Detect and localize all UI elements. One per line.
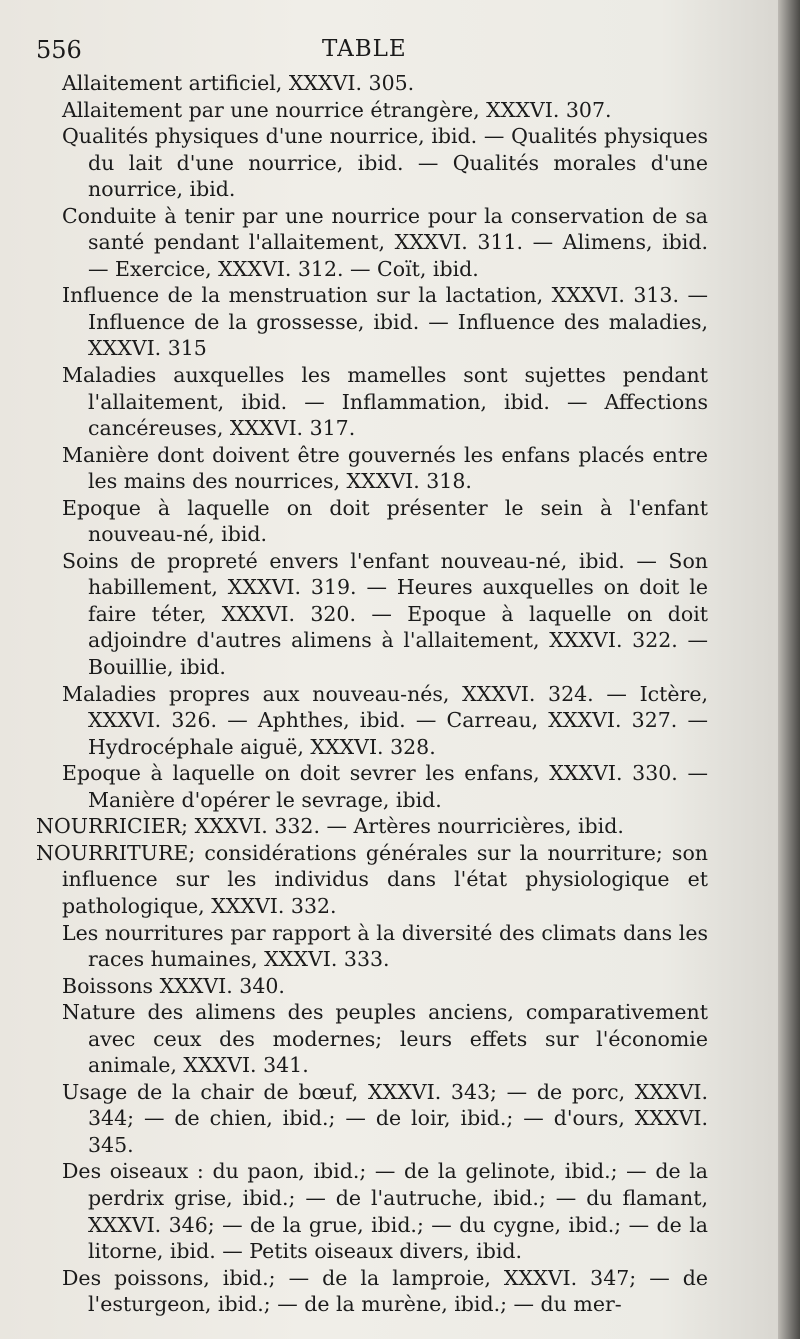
page-number: 556	[36, 36, 82, 64]
index-entry: Soins de propreté envers l'enfant nouveau-né, ibid. — Son habillement, XXXVI. 319. — Heures auxquelles on doit le faire téter, XXXVI. 320. — Epoque à laquelle on doit adjoindre d'autres alimens à l'allaitement, XXXVI. 322. — Bouillie, ibid.	[62, 548, 708, 680]
index-main-entry: NOURRICIER; XXXVI. 332. — Artères nourricières, ibid.	[36, 814, 624, 839]
index-entry: Des poissons, ibid.; — de la lamproie, XXXVI. 347; — de l'esturgeon, ibid.; — de la murène, ibid.; — du mer-	[62, 1265, 708, 1317]
index-entry: Nature des alimens des peuples anciens, comparativement avec ceux des modernes; leurs effets sur l'économie animale, XXXVI. 341.	[62, 1000, 708, 1078]
index-entry: Influence de la menstruation sur la lactation, XXXVI. 313. — Influence de la grossesse, ibid. — Influence des maladies, XXXVI. 315	[62, 283, 708, 361]
index-main-entry: NOURRITURE; considérations générales sur la nourriture; son influence sur les individus dans l'état physiologique et pathologique, XXXVI. 332.	[36, 840, 708, 918]
index-entry: Qualités physiques d'une nourrice, ibid. — Qualités physiques du lait d'une nourrice, ibid. — Qualités morales d'une nourrice, ibid.	[62, 124, 708, 202]
page-header	[36, 36, 716, 68]
index-entry: Allaitement par une nourrice étrangère, XXXVI. 307.	[62, 97, 612, 122]
index-entry: Epoque à laquelle on doit sevrer les enfans, XXXVI. 330. — Manière d'opérer le sevrage, ibid.	[62, 761, 708, 812]
index-body	[36, 70, 708, 1318]
index-entry: Maladies auxquelles les mamelles sont sujettes pendant l'allaitement, ibid. — Inflammation, ibid. — Affections cancéreuses, XXXVI. 317.	[62, 363, 708, 441]
index-entry: Manière dont doivent être gouvernés les enfans placés entre les mains des nourrices, XXXVI. 318.	[62, 442, 708, 494]
index-entry: Epoque à laquelle on doit présenter le sein à l'enfant nouveau-né, ibid.	[62, 495, 708, 547]
page-edge	[778, 0, 800, 1339]
index-entry: Allaitement artificiel, XXXVI. 305.	[62, 71, 415, 95]
index-entry: Usage de la chair de bœuf, XXXVI. 343; — de porc, XXXVI. 344; — de chien, ibid.; — de loir, ibid.; — d'ours, XXXVI. 345.	[62, 1079, 708, 1157]
running-title: TABLE	[322, 36, 407, 62]
index-entry: Maladies propres aux nouveau-nés, XXXVI. 324. — Ictère, XXXVI. 326. — Aphthes, ibid. — Carreau, XXXVI. 327. — Hydrocéphale aiguë, XXXVI. 328.	[62, 681, 708, 759]
index-entry: Les nourritures par rapport à la diversité des climats dans les races humaines, XXXVI. 333.	[62, 920, 708, 972]
index-entry: Conduite à tenir par une nourrice pour la conservation de sa santé pendant l'allaitement, XXXVI. 311. — Alimens, ibid. — Exercice, XXXVI. 312. — Coït, ibid.	[62, 203, 708, 281]
index-entry: Des oiseaux : du paon, ibid.; — de la gelinote, ibid.; — de la perdrix grise, ibid.; — de l'autruche, ibid.; — du flamant, XXXVI. 346; — de la grue, ibid.; — du cygne, ibid.; — de la litorne, ibid. — Petits oiseaux divers, ibid.	[62, 1159, 708, 1264]
index-entry: Boissons XXXVI. 340.	[62, 973, 285, 998]
